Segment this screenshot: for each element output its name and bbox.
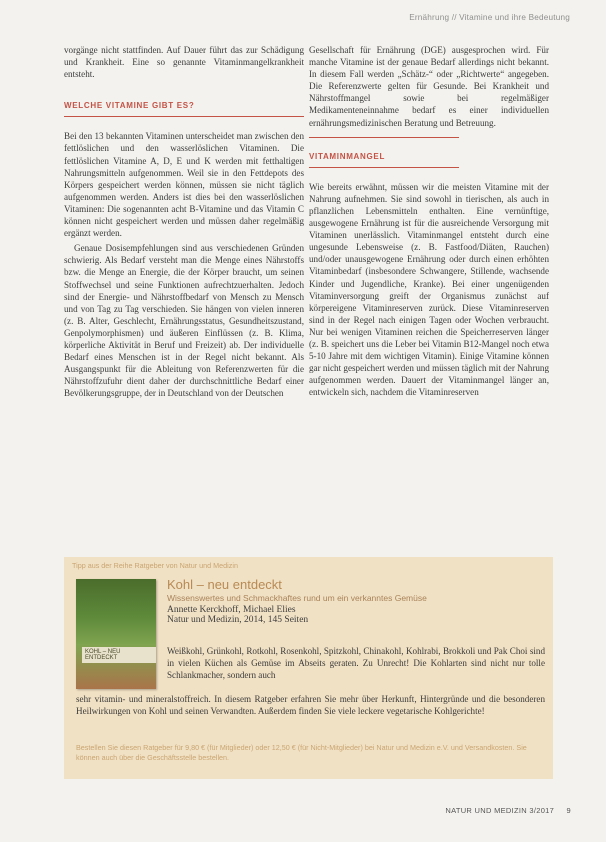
book-publisher: Natur und Medizin, 2014, 145 Seiten: [167, 615, 309, 625]
section-rule: [64, 116, 304, 117]
book-cover-image: [76, 579, 156, 689]
book-info: [167, 577, 542, 633]
book-cover-title: KOHL – NEU ENTDECKT: [82, 647, 156, 663]
section-heading-vitamins: WELCHE VITAMINE GIBT ES?: [64, 101, 195, 111]
page-number: 9: [566, 806, 571, 815]
book-order-note: Bestellen Sie diesen Ratgeber für 9,80 € (für Mitglieder) oder 12,50 € (für Nicht-Mitglieder) bei Natur und Medizin e.V. und Versandkosten. Sie können auch über die Geschäftsstelle bestellen.: [76, 743, 527, 762]
book-title: Kohl – neu entdeckt: [167, 577, 282, 592]
footer-magazine: NATUR UND MEDIZIN 3/2017: [445, 806, 555, 815]
book-tip-box: [64, 557, 553, 779]
left-paragraph-1: Bei den 13 bekannten Vitaminen unterscheidet man zwischen den fettlöslichen und den wasserlöslichen Vitaminen. Die fettlöslichen Vitamine A, D, E und K werden mit fetthaltigen Nahrungsmitteln aufgenommen. Weil sie in den Fettdepots des Körpers gespeichert werden können, müssen sie nicht täglich aufgenommen werden. Anders ist dies bei den wasserlöslichen Vitaminen: Die sogenannten acht B-Vitamine und das Vitamin C können nicht gespeichert werden und müssen daher regelmäßig ergänzt werden.: [64, 131, 304, 239]
left-intro-paragraph: vorgänge nicht stattfinden. Auf Dauer führt das zur Schädigung und Krankheit. Eine so genannte Vitaminmangelkrankheit entsteht.: [64, 45, 304, 80]
divider-rule: [309, 137, 459, 138]
left-column: [64, 44, 304, 402]
section-rule: [309, 167, 459, 168]
left-paragraph-2: Genaue Dosisempfehlungen sind aus verschiedenen Gründen schwierig. Als Bedarf versteht man die Menge eines Nährstoffs bzw. die Menge an Energie, die der Körper braucht, um seinen Stoffwechsel und seine Funktionen aufrechtzuerhalten. Jedoch sind der Energie- und Nährstoffbedarf von Mensch zu Mensch und von Tag zu Tag verschieden. Sie hängen von vielen inneren (z. B. Alter, Geschlecht, Ernährungsstatus, Gesundheitszustand, Genpolymorphismen) und äußeren Einflüssen (z. B. Klima, körperliche Aktivität in Beruf und Freizeit) ab. Der individuelle Bedarf eines Menschen ist in der Regel nicht bekannt. Als Ausgangspunkt für die Ableitung von Referenzwerten für die Nährstoffzufuhr dient daher der durchschnittliche Bedarf einer Bevölkerungsgruppe, der in Deutschland von der Deutschen: [64, 243, 304, 399]
section-heading-deficiency: VITAMINMANGEL: [309, 151, 386, 161]
running-header: Ernährung // Vitamine und ihre Bedeutung: [409, 13, 570, 22]
book-description-1: Weißkohl, Grünkohl, Rotkohl, Rosenkohl, Spitzkohl, Chinakohl, Kohlrabi, Brokkoli und Pak Choi sind in vielen Küchen als Gemüse im Abseits geraten. Zu Unrecht! Die Kohlarten sind nicht nur tolle Schlankmacher, sondern auch: [167, 646, 545, 681]
right-paragraph-1: Wie bereits erwähnt, müssen wir die meisten Vitamine mit der Nahrung aufnehmen. Sie sind sowohl in tierischen, als auch in pflanzlichen Lebensmitteln enthalten. Eine vernünftige, ausgewogene Ernährung ist für die ausreichende Versorgung mit Vitaminen unerlässlich. Vitaminmangel entsteht durch eine ungesunde Lebensweise (z. B. Fastfood/Diäten, Rauchen) und/oder unausgewogene Ernährung oder durch einen erhöhten Vitaminbedarf (insbesondere Schwangere, Stillende, wachsende Kinder und Jugendliche, Kranke). Bei einer ungenügenden Vitaminversorgung greift der Organismus zunächst auf körpereigene Vitaminreserven zurück. Diese Vitaminreserven sind in der Regel nach einigen Tagen oder Wochen verbraucht. Nur bei wenigen Vitaminen reichen die Speicherreserven länger (z. B. speichert uns die Leber bei Vitamin B12-Mangel noch etwa 5-10 Jahre mit dem wichtigen Vitamin). Einige Vitamine können gar nicht gespeichert werden und müssen täglich mit der Nahrung aufgenommen werden. Dauert der Vitaminmangel länger an, entwickeln sich, nachdem die Vitaminreserven: [309, 181, 549, 398]
page-footer: [445, 806, 571, 815]
book-authors: Annette Kerckhoff, Michael Elies: [167, 605, 296, 615]
right-intro-paragraph: Gesellschaft für Ernährung (DGE) ausgesprochen wird. Für manche Vitamine ist der genaue Bedarf allerdings nicht bekannt. In diesem Fall werden „Schätz-“ oder „Richtwerte“ angegeben. Die Referenzwerte gelten für Gesunde. Bei Krankheit und Nährstoffmangel sowie bei regelmäßiger Medikamenteneinnahme bedarf es einer individuellen ernährungsmedizinischen Beratung und Betreuung.: [309, 45, 549, 128]
book-description-2: sehr vitamin- und mineralstoffreich. In diesem Ratgeber erfahren Sie mehr über Herkunft, Hintergründe und die besonderen Heilwirkungen von Kohl und seinen Verwandten. Außerdem finden Sie viele leckere vegetarische Kohlgerichte!: [76, 694, 545, 717]
book-tip-tag: Tipp aus der Reihe Ratgeber von Natur und Medizin: [72, 561, 238, 570]
book-subtitle: Wissenswertes und Schmackhaftes rund um ein verkanntes Gemüse: [167, 593, 427, 603]
right-column: [309, 44, 549, 401]
